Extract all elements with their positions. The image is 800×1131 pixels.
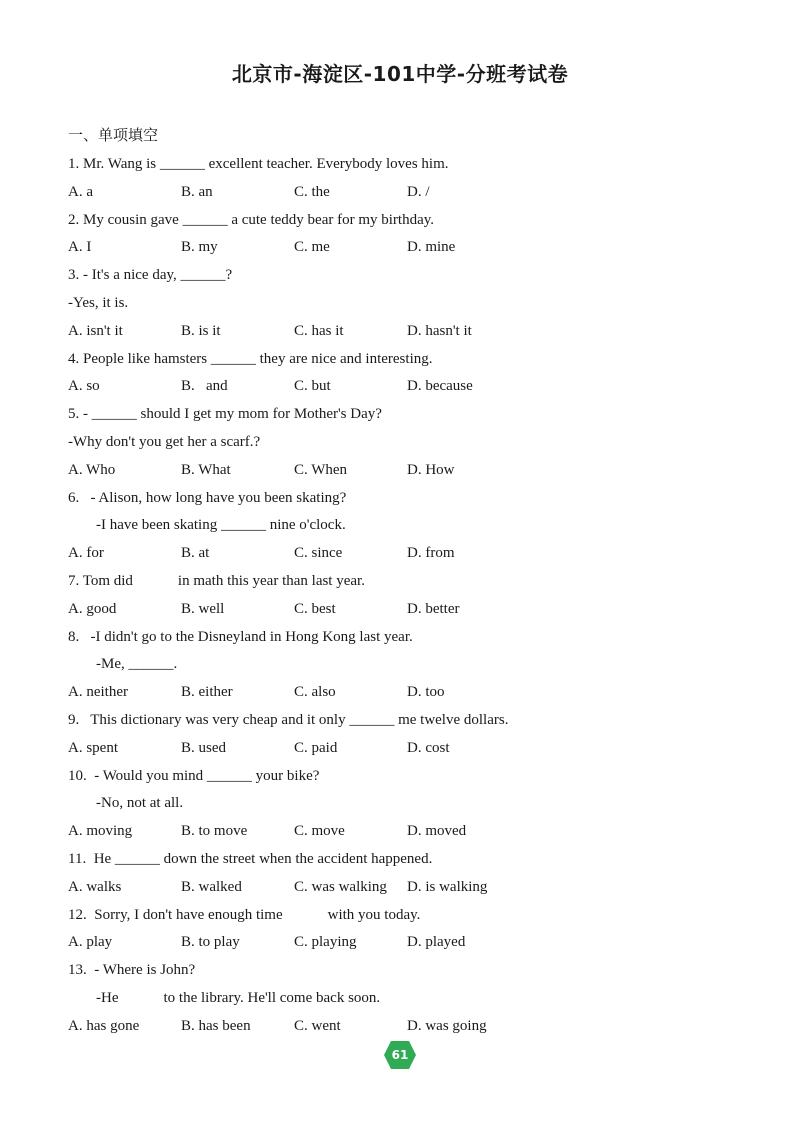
option-b: B. my [181, 239, 218, 256]
option-b: B. has been [181, 1017, 251, 1034]
option-b: B. either [181, 684, 233, 701]
option-c: C. playing [294, 934, 357, 951]
question-12-options [68, 929, 768, 957]
question-10-options [68, 818, 768, 846]
option-c: C. went [294, 1017, 341, 1034]
option-c: C. paid [294, 739, 338, 756]
option-b: B. walked [181, 878, 242, 895]
option-c: C. was walking [294, 878, 387, 895]
question-9-options [68, 735, 768, 763]
option-c: C. the [294, 183, 330, 200]
option-b: B. used [181, 739, 226, 756]
option-d: D. was going [407, 1017, 487, 1034]
question-8-stem: 8. -I didn't go to the Disneyland in Hong Kong last year. [68, 628, 413, 645]
option-d: D. cost [407, 739, 450, 756]
option-a: A. Who [68, 461, 116, 478]
question-12-stem: 12. Sorry, I don't have enough time with you today. [68, 906, 421, 923]
option-a: A. spent [68, 739, 118, 756]
question-11-stem: 11. He ______ down the street when the accident happened. [68, 850, 433, 867]
option-c: C. since [294, 545, 343, 562]
option-b: B. and [181, 378, 228, 395]
option-d: D. is walking [407, 878, 488, 895]
question-5-reply: -Why don't you get her a scarf.? [68, 433, 261, 450]
question-3-stem: 3. - It's a nice day, ______? [68, 267, 233, 284]
option-c: C. me [294, 239, 330, 256]
option-a: A. so [68, 378, 100, 395]
question-2-stem: 2. My cousin gave ______ a cute teddy bear for my birthday. [68, 211, 435, 228]
question-7-stem: 7. Tom did in math this year than last year. [68, 572, 365, 589]
question-6-stem: 6. - Alison, how long have you been skating? [68, 489, 347, 506]
option-a: A. neither [68, 684, 128, 701]
question-13-stem: 13. - Where is John? [68, 962, 196, 979]
question-5-options [68, 457, 768, 485]
option-a: A. for [68, 545, 104, 562]
option-a: A. isn't it [68, 322, 123, 339]
page-title: 北京市-海淀区-101中学-分班考试卷 [231, 62, 569, 86]
question-5-stem: 5. - ______ should I get my mom for Mother's Day? [68, 406, 382, 423]
option-a: A. walks [68, 878, 122, 895]
option-c: C. also [294, 684, 336, 701]
question-1-options [68, 179, 768, 207]
question-11-options [68, 874, 768, 902]
question-3-options [68, 318, 768, 346]
option-c: C. best [294, 600, 336, 617]
option-d: D. from [407, 545, 455, 562]
option-b: B. to play [181, 934, 240, 951]
option-d: D. better [407, 600, 460, 617]
option-a: A. a [68, 183, 93, 200]
option-a: A. good [68, 600, 117, 617]
question-13-reply: -He to the library. He'll come back soon. [96, 989, 381, 1006]
option-a: A. play [68, 934, 113, 951]
question-list [68, 151, 768, 1041]
page-number: 61 [391, 1048, 409, 1062]
option-d: D. played [407, 934, 466, 951]
option-d: D. because [407, 378, 473, 395]
option-d: D. hasn't it [407, 322, 472, 339]
question-4-stem: 4. People like hamsters ______ they are nice and interesting. [68, 350, 433, 367]
question-7-options [68, 596, 768, 624]
option-b: B. well [181, 600, 225, 617]
option-a: A. has gone [68, 1017, 140, 1034]
question-1-stem: 1. Mr. Wang is ______ excellent teacher. Everybody loves him. [68, 156, 449, 172]
option-b: B. an [181, 183, 213, 200]
option-d: D. mine [407, 239, 456, 256]
option-c: C. has it [294, 322, 344, 339]
question-10-stem: 10. - Would you mind ______ your bike? [68, 767, 320, 784]
question-10-reply: -No, not at all. [96, 795, 184, 812]
option-c: C. When [294, 461, 348, 478]
option-d: D. / [407, 183, 430, 200]
option-a: A. moving [68, 823, 133, 840]
question-3-reply: -Yes, it is. [68, 294, 129, 311]
option-b: B. at [181, 545, 210, 562]
option-d: D. moved [407, 823, 467, 840]
option-b: B. is it [181, 322, 221, 339]
option-d: D. How [407, 461, 455, 478]
question-8-reply: -Me, ______. [96, 656, 178, 673]
page-number-badge [383, 1040, 417, 1070]
question-8-options [68, 679, 768, 707]
option-b: B. What [181, 461, 231, 478]
question-6-options [68, 540, 768, 568]
question-2-options [68, 234, 768, 262]
option-a: A. I [68, 239, 92, 256]
question-13-options [68, 1013, 768, 1041]
question-9-stem: 9. This dictionary was very cheap and it only ______ me twelve dollars. [68, 711, 509, 728]
question-4-options [68, 373, 768, 401]
option-c: C. but [294, 378, 331, 395]
question-6-reply: -I have been skating ______ nine o'clock. [96, 517, 346, 534]
option-c: C. move [294, 823, 345, 840]
option-b: B. to move [181, 823, 248, 840]
section-heading: 一、单项填空 [68, 126, 159, 144]
option-d: D. too [407, 684, 445, 701]
